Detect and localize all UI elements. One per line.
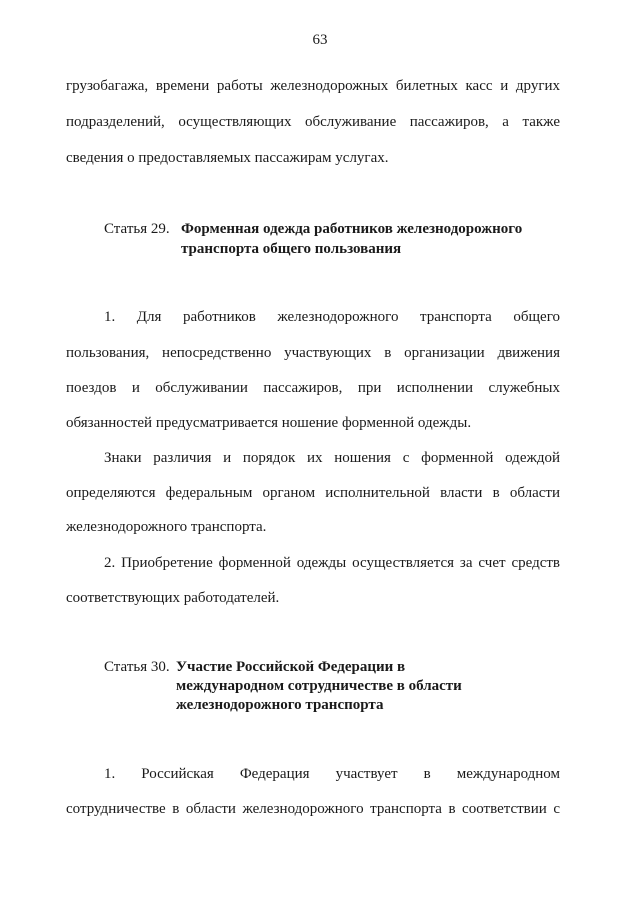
text-line: пользования, непосредственно участвующих в организации движения	[66, 345, 560, 361]
article-title-line: Участие Российской Федерации в	[176, 659, 406, 675]
article-label: Статья 30.	[104, 659, 170, 675]
article-title-line: транспорта общего пользования	[181, 241, 402, 257]
text-line: железнодорожного транспорта.	[66, 519, 267, 535]
article-label: Статья 29.	[104, 221, 170, 237]
text-line: поездов и обслуживании пассажиров, при исполнении служебных	[66, 380, 560, 396]
page-number: 63	[312, 32, 328, 48]
text-line: сведения о предоставляемых пассажирам услугах.	[66, 150, 389, 166]
text-line: сотрудничестве в области железнодорожного транспорта в соответствии с	[66, 801, 560, 817]
text-line: соответствующих работодателей.	[66, 590, 280, 606]
article-title-line: международном сотрудничестве в области	[176, 678, 462, 694]
text-line: Знаки различия и порядок их ношения с форменной одеждой	[104, 450, 560, 466]
text-line: 2. Приобретение форменной одежды осуществляется за счет средств	[104, 555, 560, 571]
article-title-line: Форменная одежда работников железнодорожного	[181, 221, 523, 237]
text-line: грузобагажа, времени работы железнодорожных билетных касс и других	[66, 78, 560, 94]
text-line: 1. Российская Федерация участвует в международном	[104, 766, 560, 782]
text-line: подразделений, осуществляющих обслуживание пассажиров, а также	[66, 114, 560, 130]
article-title-line: железнодорожного транспорта	[176, 697, 384, 713]
text-line: 1. Для работников железнодорожного транспорта общего	[104, 309, 560, 325]
text-line: обязанностей предусматривается ношение форменной одежды.	[66, 415, 472, 431]
text-line: определяются федеральным органом исполнительной власти в области	[66, 485, 560, 501]
